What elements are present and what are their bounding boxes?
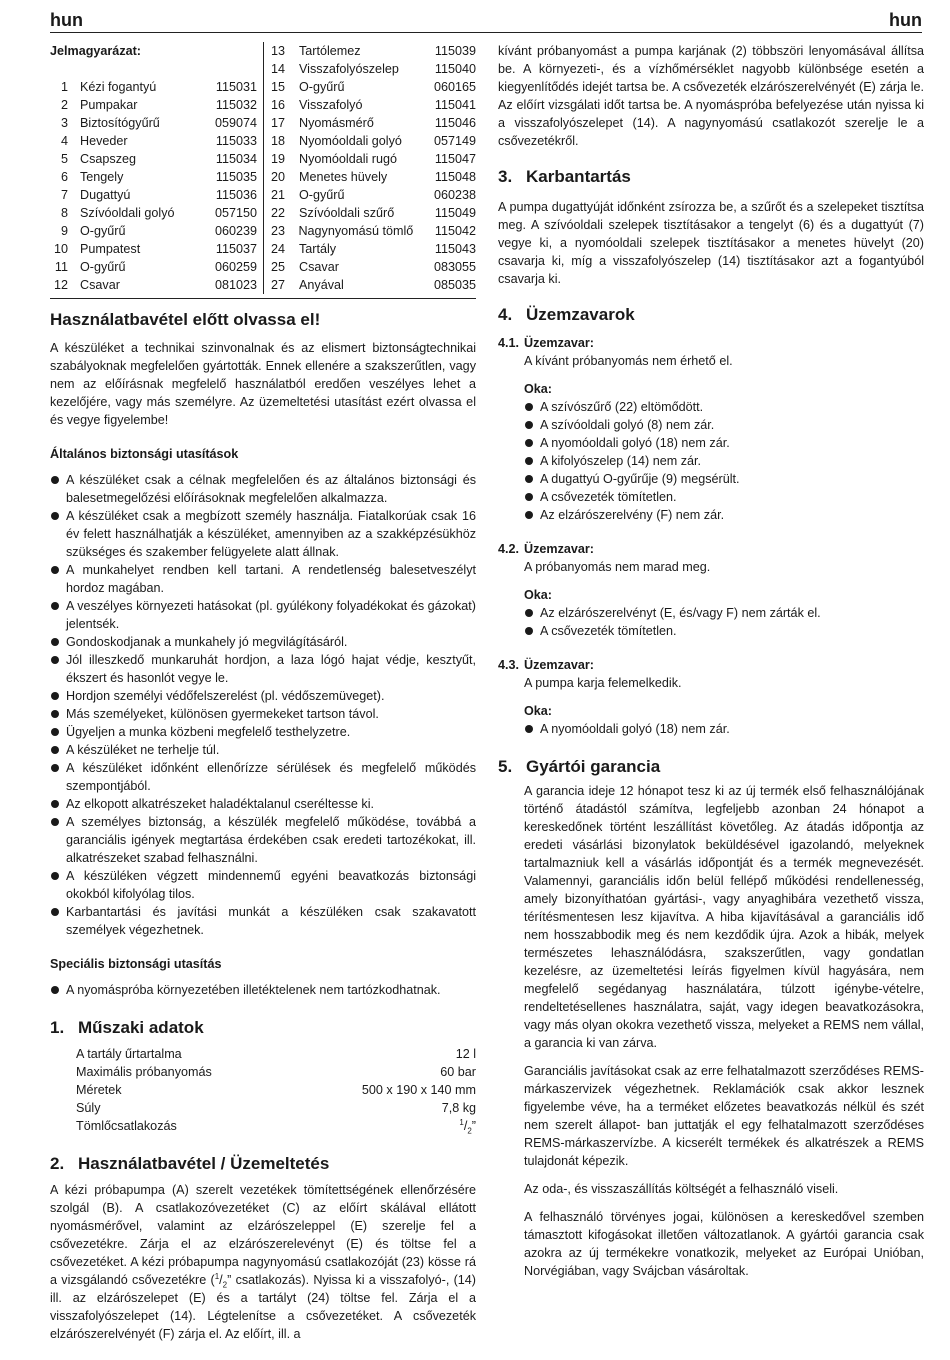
tech-data-value: 500 x 190 x 140 mm [361,1083,476,1097]
unit-suffix: ” [471,1119,476,1133]
section-3-text: A pumpa dugattyúját időnként zsírozza be, a szűrőt és a szelepeket tisztítsa meg. A szívóoldali szelepek tisztításakor a tengelyt (6) és a dugattyút (7) vegye ki, a nyomóoldali szelepek tisztításakor a menetes hüvelyt (20) csavarja ki, míg a visszafolyószelep (14) tisztításakor azt a fogantyúból csavarja ki. [498,200,924,286]
warranty-paragraph-1: A garancia ideje 12 hónapot tesz ki az új termék első felhasználójának történő átadástól számítva, legfeljebb azonban 24 hónapot a kereskedőnek történt leszállítást követőleg. Az átadás időpontja az eredeti vásárlási bizonylatok beküldésével igazolandó, melyeknek tartalmazniuk kell a vásárlás időpontját és a termék megnevezését. Valamennyi, garanciális időn belül fellépő működési rendellenesség, amely bizonyíthatóan gyártási-, vagy anyaghibára vezethető vissza, térítésmentesen lesz kijavítva. A hiba kijavításával a garanciális idő nem hosszabbodik meg és nem kezdődik újra. Azok a hibák, melyek természetes lehasználódásra, szakszerűtlen, vagy gondatlan kezelésre, az üzemeltetési leírás figyelmen kívül hagyására, nem megfelelő segédanyag használatára, túlzott igénybe-vételre, rendeltetésellenes használatra, saját, vagy idegen beavatkozásokra, vagy más olyan okokra vezethető vissza, melyeket a REMS nem vállal, a garancia ki van zárva. [524,784,924,1050]
tech-data-value: 12 l [455,1047,476,1061]
legend-part-code: 085035 [433,278,476,292]
legend-number: 9 [60,224,68,238]
cause-label: Oka: [524,382,552,396]
tech-data-label: Tömlőcsatlakozás [76,1119,177,1133]
cause-label: Oka: [524,588,552,602]
list-item: A csővezeték tömítetlen. [524,488,924,506]
fault-block [498,656,924,738]
legend-row [271,150,476,168]
legend-row [271,96,476,114]
legend-part-name: Pumpakar [80,98,138,112]
legend-number: 17 [271,116,286,130]
legend-number: 3 [60,116,68,130]
section-4-title: Üzemzavarok [526,305,635,324]
legend-part-code: 115037 [215,242,257,256]
right-column [498,42,924,1280]
section-5-title: Gyártói garancia [526,757,661,776]
legend-part-code: 115048 [434,170,476,184]
list-item: Más személyeket, különösen gyermekeket tartson távol. [50,705,476,723]
legend-number: 14 [271,62,286,76]
fault-heading [498,656,924,674]
section-2-text: A kézi próbapumpa (A) szerelt vezetékek tömítettségének ellenőrzésére szolgál (B). A csatlakozóvezetéket (C) az előírt skálával ellátott nyomásmérővel, valamint az elzárószeleppel (E) szerelje fel a csővezetékre. Zárja el az elzárószerelevényt (E) és töltse fel a csővezetéket. A kézi próbapumpa nagynyomású csatlakozóját (23) kösse rá a vizsgálandó csővezetékre ($^1/_2$” csatlakozás). Nyissa ki a visszafolyó-, (14) ill. az elzárószelepet (E) és a tartályt (24) töltse fel. Zárja el a visszafolyószelepet (14). Légtelenítse a csővezetéket. A csővezeték elzárószerelvényét (F) zárja el. Az előírt, ill. a [50,1183,476,1341]
section-1-title: Műszaki adatok [78,1018,204,1037]
legend-part-code: 057149 [433,134,476,148]
legend-part-code: 115031 [215,80,257,94]
section-3-heading [498,166,924,188]
section-5-number: 5. [498,757,513,776]
section-2-heading [50,1153,476,1175]
legend-row [271,276,476,294]
legend-number: 10 [53,242,68,256]
list-item: Jól illeszkedő munkaruhát hordjon, a laza lógó hajat védje, kesztyűt, ékszert és hasonlót vegye le. [50,651,476,687]
legend-number: 6 [60,170,68,184]
fault-block [498,334,924,524]
legend-part-name: Csapszeg [80,152,137,166]
cause-list [498,398,924,524]
legend-part-code: 115047 [434,152,476,166]
left-column [50,42,476,1343]
legend-part-name: Nyomóoldali rugó [299,152,398,166]
list-item: A készüléket időnként ellenőrízze sérülések és megfelelő működés szempontjából. [50,759,476,795]
legend-number: 4 [60,134,68,148]
legend-row [271,222,476,240]
legend-row [271,186,476,204]
legend-number: 2 [60,98,68,112]
legend-part-name: O-gyűrű [80,224,126,238]
fault-number: 4.1. [498,336,520,350]
legend-number: 7 [60,188,68,202]
legend-row [50,96,257,114]
page-language-right: hun [889,10,922,30]
tech-data-value: 60 bar [440,1065,476,1079]
legend-row [50,150,257,168]
legend-part-name: Visszafolyószelep [299,62,399,76]
legend-number: 15 [271,80,286,94]
fraction-numerator: 1 [459,1117,464,1127]
intro-text: A készüléket a technikai szinvonalnak és az elismert biztonságtechnikai szabályoknak megfelelően gyártották. Ennek ellenére a szakszerűtlen, vagy nem az előírásnak megfelelő használatból eredően veszélyes lehet a kezelőjére, vagy más személyre. Az üzemeltetési utasítást ezért olvassa el és vegye figyelembe! [50,341,476,427]
legend-part-code: 115041 [434,98,476,112]
legend-part-code: 115033 [215,134,257,148]
legend-part-name: Kézi fogantyú [80,80,157,94]
legend-row [50,168,257,186]
legend-part-code: 060259 [214,260,257,274]
list-item: A veszélyes környezeti hatásokat (pl. gyúlékony folyadékokat és gázokat) jelentsék. [50,597,476,633]
legend-part-code: 081023 [214,278,257,292]
legend-part-name: Visszafolyó [299,98,363,112]
list-item: Karbantartási és javítási munkát a készüléken csak szakavatott személyek végezhetnek. [50,903,476,939]
list-item: A készüléket csak a célnak megfelelően és az általános biztonsági és balesetmegelőzési előírásoknak megfelelően alkalmazza. [50,471,476,507]
list-item: A dugattyú O-gyűrűje (9) megsérült. [524,470,924,488]
legend-row [50,222,257,240]
intro-title: Használatbavétel előtt olvassa el! [50,310,321,329]
list-item: A készüléket ne terhelje túl. [50,741,476,759]
legend-number: 21 [271,188,286,202]
cause-list [498,604,924,640]
fault-heading [498,334,924,352]
list-item: A nyomóoldali golyó (18) nem zár. [524,720,924,738]
legend-title: Jelmagyarázat: [50,44,142,58]
legend-row [271,168,476,186]
list-item: A nyomóoldali golyó (18) nem zár. [524,434,924,452]
legend-part-name: Csavar [80,278,120,292]
fault-block [498,540,924,640]
legend-row [50,204,257,222]
legend-table [50,42,476,299]
section-5-heading [498,756,924,778]
fault-number: 4.3. [498,658,520,672]
legend-part-code: 115039 [434,44,476,58]
legend-part-name: Tengely [80,170,124,184]
tech-data-row [76,1099,476,1117]
legend-row [50,114,257,132]
fault-number: 4.2. [498,542,520,556]
tech-data-row [76,1117,476,1135]
fault-label: Üzemzavar: [524,658,594,672]
legend-part-name: Tartólemez [299,44,361,58]
general-safety-list [50,471,476,939]
legend-part-name: Pumpatest [80,242,141,256]
legend-row [271,240,476,258]
list-item: A személyes biztonság, a készülék megfelelő működése, továbbá a garanciális igények megtartása érdekében csak eredeti tartozékokat, ill. alkatrészeket szabad felhasználni. [50,813,476,867]
list-item: Hordjon személyi védőfelszerelést (pl. védőszemüveget). [50,687,476,705]
legend-row [271,258,476,276]
section-2-title: Használatbavétel / Üzemeltetés [78,1154,330,1173]
legend-part-name: Szívóoldali szűrő [299,206,395,220]
legend-row [271,60,476,78]
legend-number: 24 [271,242,286,256]
list-item: Az elzárószerelvény (F) nem zár. [524,506,924,524]
tech-data-value: 7,8 kg [441,1101,476,1115]
tech-data-row [76,1081,476,1099]
legend-part-name: O-gyűrű [299,80,345,94]
legend-part-code: 057150 [214,206,257,220]
section-2-continued: kívánt próbanyomást a pumpa karjának (2) többszöri lenyomásával állítsa be. A környezeti-, és a vízhőmérséklet nagyobb különbsége esetén a kiegyenlítődés idejét tartsa be. A csővezeték elzárószerelvényét (E) zárja le. Az előírt vizsgálati időt tartsa be. A nyomáspróba befelyezése után nyissa ki a visszafolyószelepet (14). A nagynyomású csatlakozót szerelje le a csővezetékről. [498,44,924,148]
legend-number: 22 [271,206,286,220]
list-item: A csővezeték tömítetlen. [524,622,924,640]
legend-part-code: 115043 [434,242,476,256]
legend-number: 12 [53,278,68,292]
list-item: A szívóoldali golyó (8) nem zár. [524,416,924,434]
legend-row [50,132,257,150]
warranty-paragraph-2: Garanciális javításokat csak az erre felhatalmazott szerződéses REMS-márkaszervizek végezhetnek. Reklamációk csak akkor lesznek figyelembe véve, ha a terméket előzetes beavatkozás nélkül és szét nem szerelt állapot- ban juttatják el egy felhatalmazott szerződéses REMS-márkaszervízbe. A kicserélt termékek és alkatrészek a REMS tulajdonát képezik. [524,1064,924,1168]
header-rule [50,32,922,33]
tech-data-label: Méretek [76,1083,122,1097]
faults-list [498,334,924,738]
list-item: A kifolyószelep (14) nem zár. [524,452,924,470]
legend-row [271,78,476,96]
legend-part-code: 060239 [214,224,257,238]
fault-heading [498,540,924,558]
legend-number: 11 [54,260,68,274]
legend-number: 1 [60,80,68,94]
section-2-number: 2. [50,1154,65,1173]
legend-part-name: Biztosítógyűrű [80,116,160,130]
legend-part-name: Tartály [299,242,337,256]
legend-row [50,276,257,294]
list-item: A készüléken végzett mindennemű egyéni beavatkozás biztonsági okokból kifolyólag tilos. [50,867,476,903]
legend-row [50,258,257,276]
legend-part-name: Anyával [299,278,344,292]
legend-column-1 [50,42,263,294]
warranty-paragraph-3: Az oda-, és visszaszállítás költségét a felhasználó viseli. [524,1182,839,1196]
cause-list [498,720,924,738]
legend-row [271,42,476,60]
tech-data-label: Maximális próbanyomás [76,1065,212,1079]
legend-part-code: 115034 [215,152,257,166]
list-item: A nyomáspróba környezetében illetéktelenek nem tartózkodhatnak. [50,981,476,999]
legend-part-code: 060165 [433,80,476,94]
legend-number: 23 [271,224,286,238]
page-language-left: hun [50,10,83,30]
legend-part-code: 083055 [433,260,476,274]
legend-part-name: Szívóoldali golyó [80,206,175,220]
tech-data-row [76,1063,476,1081]
legend-number: 13 [271,44,286,58]
legend-part-code: 115046 [434,116,476,130]
fault-description: A pumpa karja felemelkedik. [524,676,682,690]
legend-part-code: 115040 [434,62,476,76]
legend-row [50,78,257,96]
section-1-number: 1. [50,1018,65,1037]
legend-number: 20 [271,170,286,184]
tech-data-label: A tartály űrtartalma [76,1047,182,1061]
legend-row [271,204,476,222]
legend-part-code: 115042 [434,224,476,238]
fault-description: A próbanyomás nem marad meg. [524,560,711,574]
special-safety-list [50,981,476,999]
legend-row [50,240,257,258]
list-item: A készüléket csak a megbízott személy használja. Fiatalkorúak csak 16 év felett használhatják a készüléket, amennyiben az a szakképzésükhöz szükséges és szakember felügyelete alatt állnak. [50,507,476,561]
legend-part-name: Menetes hüvely [299,170,388,184]
legend-part-code: 060238 [433,188,476,202]
list-item: Az elzárószerelvényt (E, és/vagy F) nem zárták el. [524,604,924,622]
legend-number: 25 [271,260,286,274]
legend-part-code: 115049 [434,206,476,220]
fault-label: Üzemzavar: [524,336,594,350]
legend-part-name: O-gyűrű [80,260,126,274]
legend-part-name: Csavar [299,260,339,274]
section-4-heading [498,304,924,326]
legend-part-code: 059074 [214,116,257,130]
tech-data-value: $^1/_2$” [459,1117,476,1136]
list-item: A szívószűrő (22) eltömődött. [524,398,924,416]
fraction-denominator: 2 [467,1126,472,1136]
general-safety-title: Általános biztonsági utasítások [50,447,239,461]
tech-data-row [76,1045,476,1063]
legend-number: 16 [271,98,286,112]
legend-row [50,186,257,204]
legend-row [271,114,476,132]
legend-part-name: Nagynyomású tömlő [298,224,414,238]
legend-number: 18 [271,134,286,148]
legend-part-name: Nyomóoldali golyó [299,134,402,148]
legend-part-code: 115032 [215,98,257,112]
section-4-number: 4. [498,305,513,324]
fault-description: A kívánt próbanyomás nem érhető el. [524,354,733,368]
fault-label: Üzemzavar: [524,542,594,556]
legend-row [271,132,476,150]
section-3-number: 3. [498,167,513,186]
legend-number: 5 [60,152,68,166]
legend-number: 8 [60,206,68,220]
tech-data-table [76,1045,476,1135]
list-item: A munkahelyet rendben kell tartani. A rendetlenség balesetveszélyt hordoz magában. [50,561,476,597]
special-safety-title: Speciális biztonsági utasítás [50,957,222,971]
list-item: Ügyeljen a munka közbeni megfelelő testhelyzetre. [50,723,476,741]
warranty-paragraph-4: A felhasználó törvényes jogai, különösen a kereskedővel szemben támasztott kifogásokat illetően változatlanok. A gyártói garancia csak azokra az új termékekre vonatkozik, melyeket az Európai Unióban, Norvégiában, vagy Svájcban vásároltak. [524,1210,924,1278]
list-item: Gondoskodjanak a munkahely jó megvilágításáról. [50,633,476,651]
cause-label: Oka: [524,704,552,718]
tech-data-label: Súly [76,1101,101,1115]
legend-number: 27 [271,278,286,292]
list-item: Az elkopott alkatrészeket haladéktalanul cseréltesse ki. [50,795,476,813]
legend-part-name: O-gyűrű [299,188,345,202]
legend-part-code: 115035 [215,170,257,184]
legend-part-name: Heveder [80,134,128,148]
section-3-title: Karbantartás [526,167,631,186]
legend-part-name: Dugattyú [80,188,131,202]
section-1-heading [50,1017,476,1039]
legend-part-name: Nyomásmérő [299,116,374,130]
legend-part-code: 115036 [215,188,257,202]
legend-column-2 [263,42,476,294]
legend-number: 19 [271,152,286,166]
